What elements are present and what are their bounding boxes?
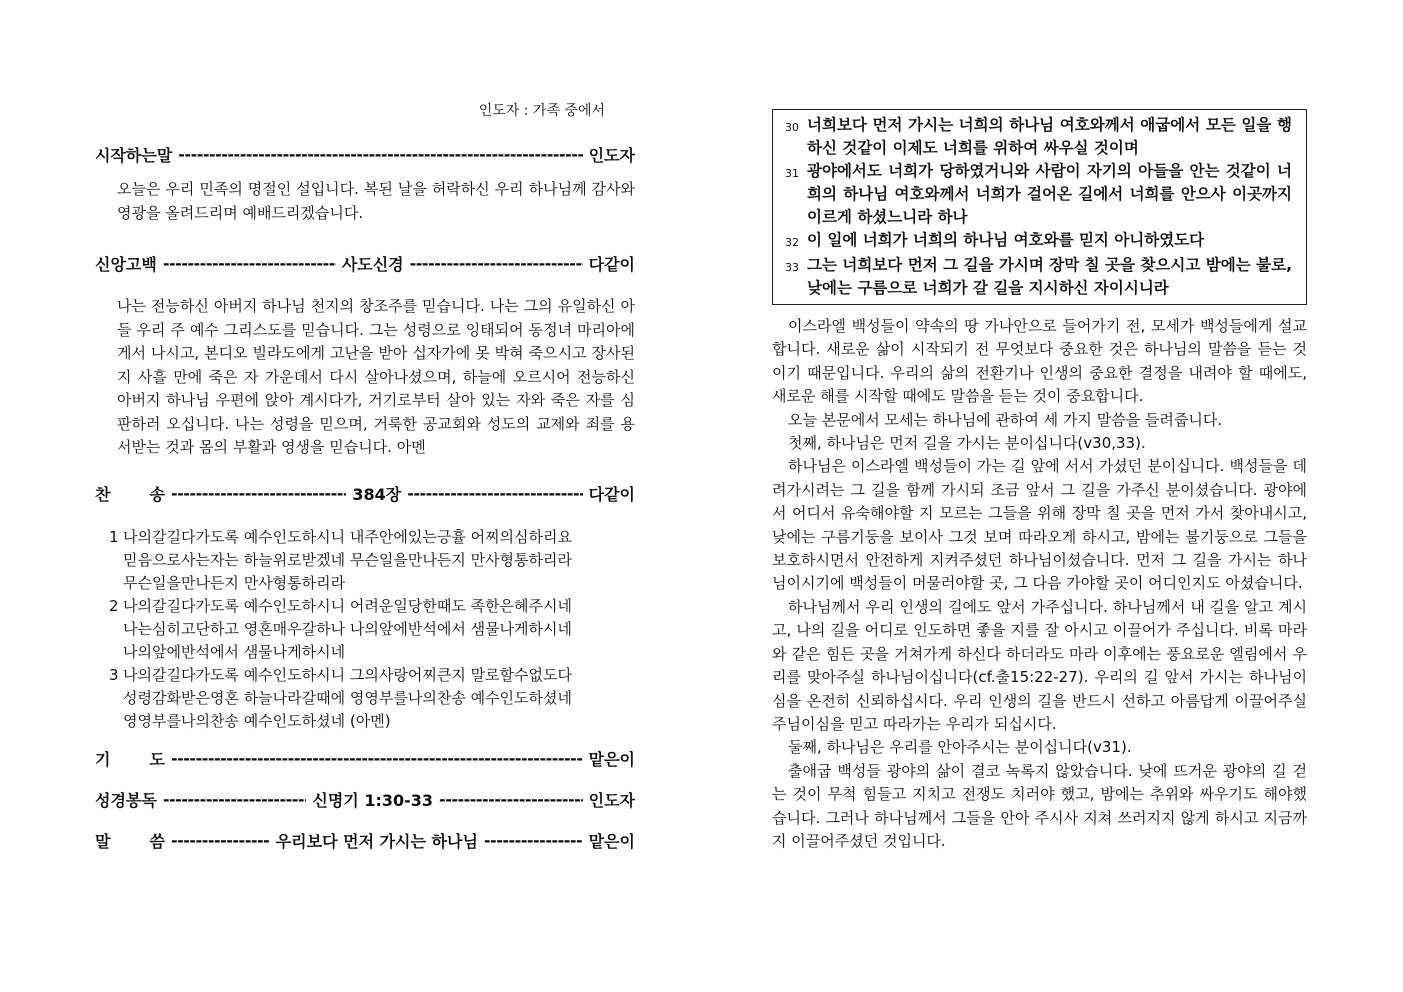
sermon-point: 첫째, 하나님은 먼저 길을 가시는 분이십니다(v30,33). bbox=[788, 434, 1146, 453]
sermon-paragraph: 오늘 본문에서 모세는 하나님에 관하여 세 가지 말씀을 들려줍니다. bbox=[788, 410, 1223, 429]
lyric-line: 나의앞에반석에서 샘물나게하시네 bbox=[123, 642, 346, 661]
scripture-verse bbox=[785, 229, 1292, 254]
scripture-box bbox=[772, 109, 1307, 305]
sermon-point: 둘째, 하나님은 우리를 안아주시는 분이십니다(v31). bbox=[788, 738, 1132, 757]
sermon-who: 맡은이 bbox=[588, 832, 635, 851]
hymn-label-b: 송 bbox=[149, 485, 165, 504]
hymn-label bbox=[95, 482, 165, 505]
lyric-line: 나의갈길다가도록 예수인도하시니 그의사랑어찌큰지 말로할수없도다 bbox=[123, 665, 573, 684]
lyric-line: 믿음으로사는자는 하늘위로받겠네 무슨일을만나든지 만사형통하리라 bbox=[123, 550, 573, 569]
leader-dashes bbox=[407, 484, 582, 503]
hymn-verse bbox=[109, 595, 635, 664]
leader-dashes bbox=[171, 484, 346, 503]
sermon-paragraph: 이스라엘 백성들이 약속의 땅 가나안으로 들어가기 전, 모세가 백성들에게 설교합니다. 새로운 삶이 시작되기 전 무엇보다 중요한 것은 하나님의 말씀을 듣는 것이기 때문입니다. 우리의 삶의 전환기나 인생의 중요한 결정을 내려야 할 때에도, 새로운 해를 시작할 때에도 말씀을 듣는 것이 중요합니다. bbox=[772, 317, 1307, 406]
prayer-label-a: 기 bbox=[95, 750, 111, 769]
scripture-verse bbox=[785, 160, 1292, 229]
lyric-line: 나는심히고단하고 영혼매우갈하나 나의앞에반석에서 샘물나게하시네 bbox=[123, 619, 573, 638]
hymn-verse bbox=[109, 526, 635, 595]
lyric-line: 나의갈길다가도록 예수인도하시니 내주안에있는긍휼 어찌의심하리요 bbox=[123, 527, 573, 546]
scripture-verse bbox=[785, 114, 1292, 160]
lyric-line: 무슨일을만나든지 만사형통하리라 bbox=[123, 573, 346, 592]
opening-who: 인도자 bbox=[588, 145, 635, 165]
verse-number: 31 bbox=[785, 167, 799, 180]
creed-label: 신앙고백 bbox=[95, 254, 157, 274]
lyric-line: 성령감화받은영혼 하늘나라갈때에 영영부를나의찬송 예수인도하셨네 bbox=[123, 688, 573, 707]
lyric-line: 영영부를나의찬송 예수인도하셨네 (아멘) bbox=[123, 711, 391, 730]
sermon-column bbox=[772, 109, 1307, 853]
sermon-title: 우리보다 먼저 가시는 하나님 bbox=[275, 832, 478, 851]
creed-text: 나는 전능하신 아버지 하나님 천지의 창조주를 믿습니다. 나는 그의 유일하신 아들 우리 주 예수 그리스도를 믿습니다. 그는 성령으로 잉태되어 동정녀 마리아에게서 나시고, 본디오 빌라도에게 고난을 받아 십자가에 못 박혀 죽으시고 장사된 지 사흘 만에 죽은 자 가운데서 다시 살아나셨으며, 하늘에 오르시어 전능하신 아버지 하나님 우편에 앉아 계시다가, 거기로부터 살아 있는 자와 죽은 자를 심판하러 오십니다. 나는 성령을 믿으며, 거룩한 공교회와 성도의 교제와 죄를 용서받는 것과 몸의 부활과 영생을 믿습니다. 아멘 bbox=[117, 297, 635, 456]
verse-number: 33 bbox=[785, 261, 799, 274]
verse-number: 2 bbox=[109, 596, 119, 615]
creed-who: 다같이 bbox=[588, 254, 635, 274]
leader-dashes bbox=[439, 790, 583, 809]
hymn-verse bbox=[109, 664, 635, 733]
hymn-label-a: 찬 bbox=[95, 485, 111, 504]
opening-text: 오늘은 우리 민족의 명절인 설입니다. 복된 날을 허락하신 우리 하나님께 감사와 영광을 올려드리며 예배드리겠습니다. bbox=[117, 180, 635, 222]
leader-dashes bbox=[171, 749, 583, 768]
hymn-title: 384장 bbox=[352, 485, 402, 504]
prayer-who: 맡은이 bbox=[588, 750, 635, 769]
leader-dashes bbox=[410, 254, 583, 273]
verse-text: 너희보다 먼저 가시는 너희의 하나님 여호와께서 애굽에서 모든 일을 행하신 것같이 이제도 너희를 위하여 싸우실 것이며 bbox=[807, 116, 1292, 157]
sermon-body bbox=[772, 315, 1307, 853]
hymn-heading bbox=[95, 482, 635, 506]
verse-text: 광야에서도 너희가 당하였거니와 사람이 자기의 아들을 안는 것같이 너희의 하나님 여호와께서 너희가 걸어온 길에서 너희를 안으사 이곳까지 이르게 하셨느니라 하나 bbox=[807, 162, 1292, 226]
reading-title: 신명기 1:30-33 bbox=[312, 791, 434, 810]
scripture-verse bbox=[785, 254, 1292, 300]
sermon-paragraph: 하나님은 이스라엘 백성들이 가는 길 앞에 서서 가셨던 분이십니다. 백성들을 데려가시려는 그 길을 함께 가시되 조금 앞서 그 길을 가주신 분이셨습니다. 광야에서 어디서 유숙해야할 지 모르는 그들을 위해 장막 칠 곳을 먼저 가서 찾아내시고, 낮에는 구름기둥을 보이사 그것 보며 따라오게 하시고, 밤에는 불기둥으로 그들을 보호하시면서 안전하게 지켜주셨던 하나님이셨습니다. 먼저 그 길을 가시는 하나님이시기에 백성들이 머물러야할 곳, 그 다음 가야할 곳이 어디인지도 아셨습니다. bbox=[772, 457, 1307, 593]
leader-dashes bbox=[163, 254, 336, 273]
sermon-label-b: 씀 bbox=[149, 832, 165, 851]
hymn-lyrics bbox=[109, 526, 635, 733]
sermon-label bbox=[95, 829, 165, 852]
verse-text: 이 일에 너희가 너희의 하나님 여호와를 믿지 아니하였도다 bbox=[807, 231, 1205, 249]
leader-note: 인도자 : 가족 중에서 bbox=[478, 103, 605, 119]
sermon-label-a: 말 bbox=[95, 832, 111, 851]
leader-dashes bbox=[171, 831, 270, 850]
reading-label: 성경봉독 bbox=[95, 791, 157, 810]
verse-number: 1 bbox=[109, 527, 119, 546]
reading-heading bbox=[95, 788, 635, 812]
sermon-heading bbox=[95, 829, 635, 853]
prayer-label-b: 도 bbox=[149, 750, 165, 769]
sermon-paragraph: 출애굽 백성들 광야의 삶이 결코 녹록지 않았습니다. 낮에 뜨거운 광야의 길 걷는 것이 무척 힘들고 지치고 전쟁도 치러야 했고, 밤에는 추위와 싸우기도 해야했습니다. 그러나 하나님께서 그들을 안아 주시사 지쳐 쓰러지지 않게 하시고 지금까지 이끌어주셨던 것입니다. bbox=[772, 761, 1307, 850]
leader-dashes bbox=[178, 145, 582, 164]
leader-dashes bbox=[163, 790, 307, 809]
creed-heading bbox=[95, 251, 635, 275]
reading-who: 인도자 bbox=[588, 791, 635, 810]
prayer-label bbox=[95, 747, 165, 770]
creed-title: 사도신경 bbox=[341, 254, 404, 274]
worship-order-column bbox=[95, 100, 635, 853]
hymn-who: 다같이 bbox=[588, 485, 635, 504]
verse-number: 32 bbox=[785, 236, 799, 249]
sermon-paragraph: 하나님께서 우리 인생의 길에도 앞서 가주십니다. 하나님께서 내 길을 알고 계시고, 나의 길을 어디로 인도하면 좋을 지를 잘 아시고 이끌어가 주십니다. 비록 마라와 같은 힘든 곳을 거쳐가게 하신다 하더라도 마라 이후에는 풍요로운 엘림에서 우리를 맞아주실 하나님이십니다(cf.출15:22-27). 우리의 길 앞서 가시는 하나님이심을 온전히 신뢰하십시다. 우리 인생의 길을 반드시 선하고 아름답게 이끌어주실 주님이심을 믿고 따라가는 우리가 되십시다. bbox=[772, 597, 1307, 733]
opening-heading bbox=[95, 142, 635, 166]
lyric-line: 나의갈길다가도록 예수인도하시니 어려운일당한때도 족한은혜주시네 bbox=[123, 596, 573, 615]
prayer-heading bbox=[95, 747, 635, 771]
verse-number: 3 bbox=[109, 665, 119, 684]
verse-number: 30 bbox=[785, 121, 799, 134]
verse-text: 그는 너희보다 먼저 그 길을 가시며 장막 칠 곳을 찾으시고 밤에는 불로, 낮에는 구름으로 너희가 갈 길을 지시하신 자이시니라 bbox=[807, 256, 1292, 297]
leader-dashes bbox=[484, 831, 583, 850]
opening-label: 시작하는말 bbox=[95, 145, 173, 165]
